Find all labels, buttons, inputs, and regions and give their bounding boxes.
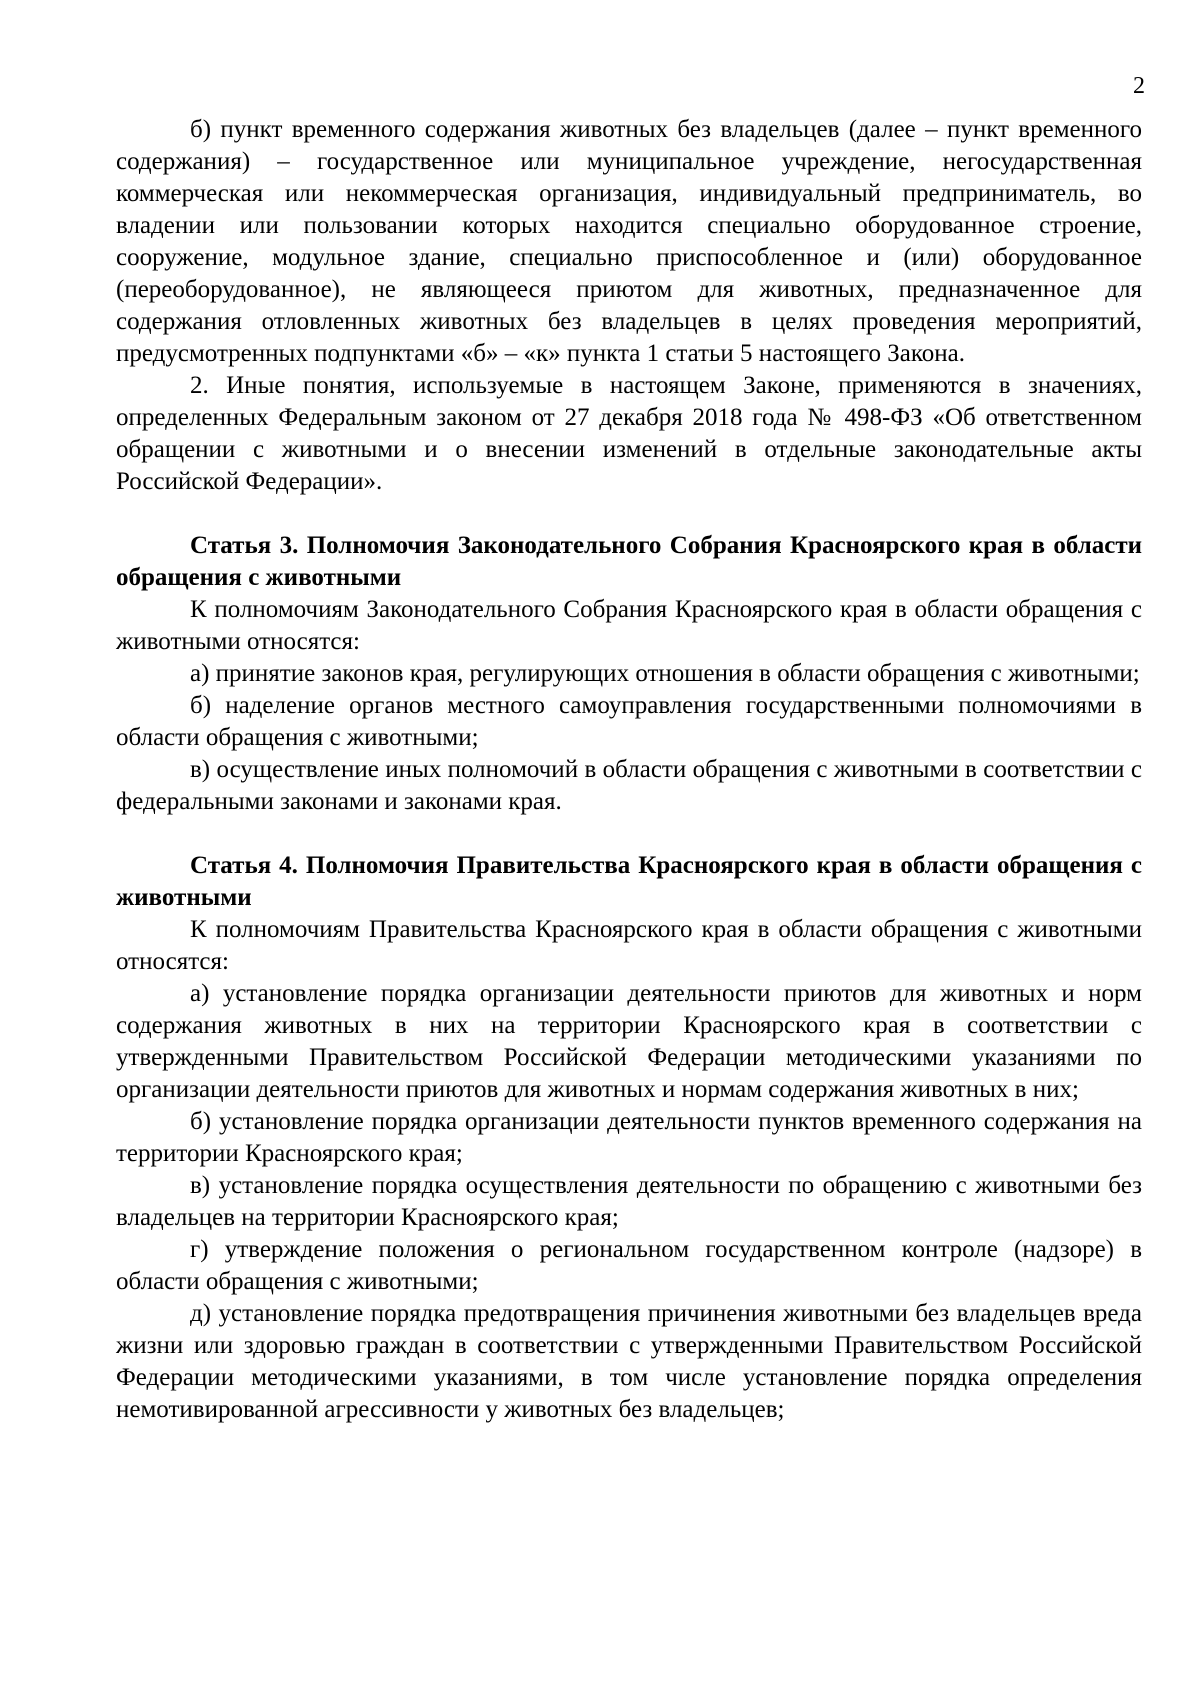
document-body: [116, 114, 1142, 1426]
article-4-item-c: в) установление порядка осуществления деятельности по обращению с животными без владельцев на территории Красноярского края;: [116, 1172, 1142, 1231]
paragraph-other-terms: 2. Иные понятия, используемые в настоящем Законе, применяются в значениях, определенных Федеральным законом от 27 декабря 2018 года № 498-ФЗ «Об ответственном обращении с животными и о внесении изменений в отдельные законодательные акты Российской Федерации».: [116, 372, 1142, 495]
article-3-item-c: в) осуществление иных полномочий в области обращения с животными в соответствии с федеральными законами и законами края.: [116, 756, 1142, 815]
section-gap: [116, 818, 1142, 850]
article-3-intro: К полномочиям Законодательного Собрания Красноярского края в области обращения с животными относятся:: [116, 596, 1142, 655]
page-number: 2: [1133, 73, 1145, 99]
article-4-item-b: б) установление порядка организации деятельности пунктов временного содержания на территории Красноярского края;: [116, 1108, 1142, 1167]
article-3-heading: Статья 3. Полномочия Законодательного Собрания Красноярского края в области обращения с животными: [116, 532, 1142, 591]
article-4-heading: Статья 4. Полномочия Правительства Красноярского края в области обращения с животными: [116, 852, 1142, 911]
article-4-item-d: г) утверждение положения о региональном государственном контроле (надзоре) в области обращения с животными;: [116, 1236, 1142, 1295]
paragraph-definition-b: б) пункт временного содержания животных без владельцев (далее – пункт временного содержания) – государственное или муниципальное учреждение, негосударственная коммерческая или некоммерческая организация, индивидуальный предприниматель, во владении или пользовании которых находится специально оборудованное строение, сооружение, модульное здание, специально приспособленное и (или) оборудованное (переоборудованное), не являющееся приютом для животных, предназначенное для содержания отловленных животных без владельцев в целях проведения мероприятий, предусмотренных подпунктами «б» – «к» пункта 1 статьи 5 настоящего Закона.: [116, 116, 1142, 367]
article-3-item-b: б) наделение органов местного самоуправления государственными полномочиями в области обращения с животными;: [116, 692, 1142, 751]
article-4-intro: К полномочиям Правительства Красноярского края в области обращения с животными относятся:: [116, 916, 1142, 975]
section-gap: [116, 498, 1142, 530]
article-3-item-a: а) принятие законов края, регулирующих отношения в области обращения с животными;: [190, 660, 1140, 687]
article-4-item-e: д) установление порядка предотвращения причинения животными без владельцев вреда жизни или здоровью граждан в соответствии с утвержденными Правительством Российской Федерации методическими указаниями, в том числе установление порядка определения немотивированной агрессивности у животных без владельцев;: [116, 1300, 1142, 1423]
article-4-item-a: а) установление порядка организации деятельности приютов для животных и норм содержания животных в них на территории Красноярского края в соответствии с утвержденными Правительством Российской Федерации методическими указаниями по организации деятельности приютов для животных и нормам содержания животных в них;: [116, 980, 1142, 1103]
